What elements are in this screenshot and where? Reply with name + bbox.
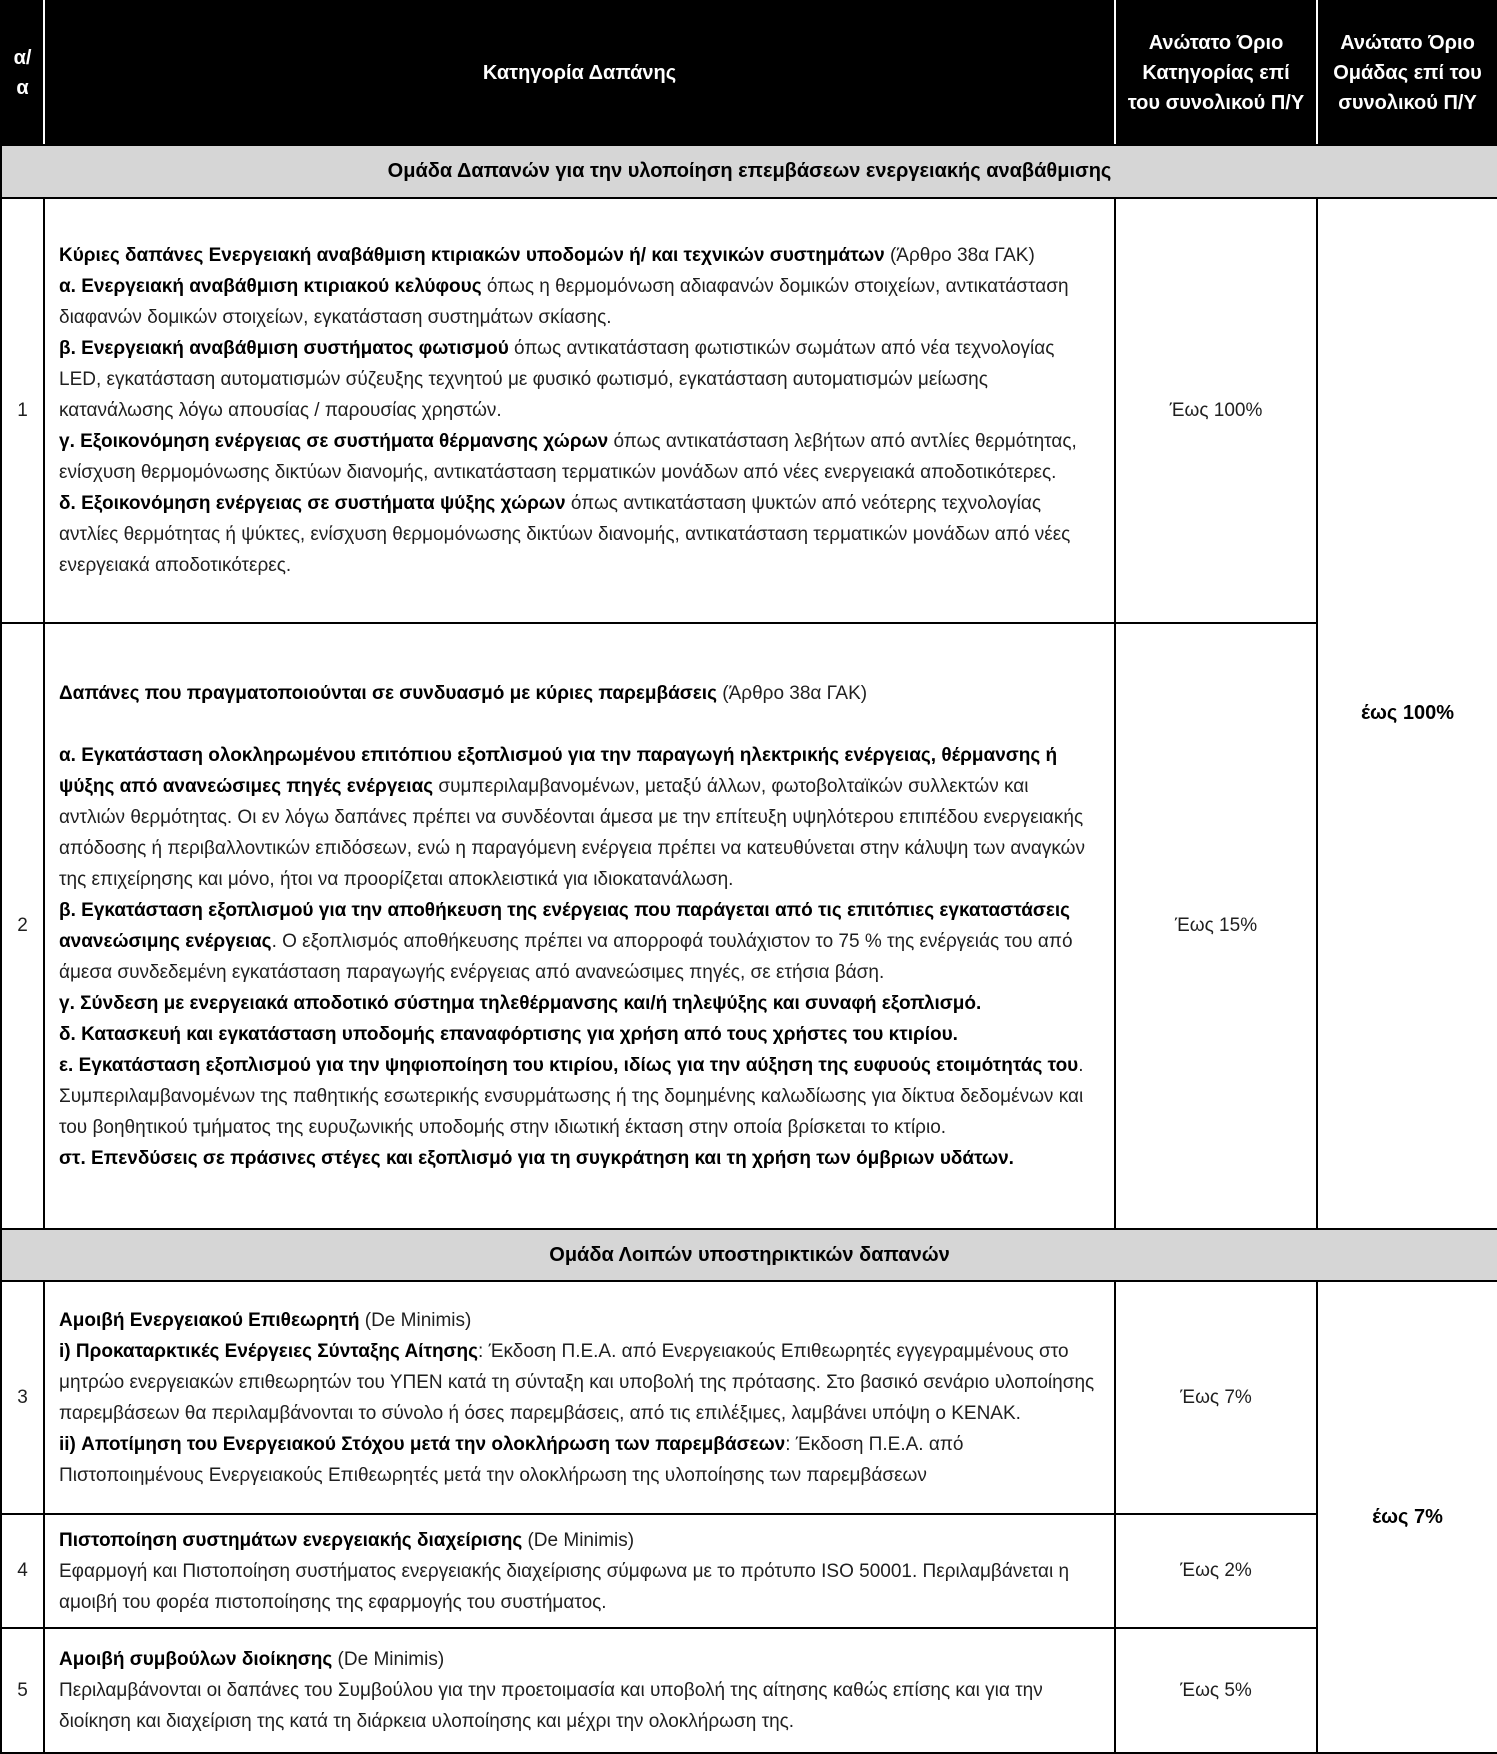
- table-header: [1, 1, 1497, 145]
- category-cell: [44, 1281, 1115, 1514]
- category-text: Περιλαμβάνονται οι δαπάνες του Συμβούλου για την προετοιμασία και υποβολή της αίτησης καθώς επίσης και για την διοίκηση και διαχείριση της κατά τη διάρκεια υλοποίησης και μέχρι την ολοκλήρωση της.: [59, 1680, 1043, 1732]
- category-paragraph: [59, 709, 1096, 740]
- category-text: (De Minimis): [522, 1529, 635, 1551]
- category-limit-cell: Έως 5%: [1115, 1628, 1317, 1753]
- table-row: [1, 1281, 1497, 1514]
- category-paragraph: [59, 1644, 1096, 1675]
- category-text-bold: δ. Κατασκευή και εγκατάσταση υποδομής επαναφόρτισης για χρήση από τους χρήστες του κτιρίου.: [59, 1024, 958, 1045]
- category-text: Εφαρμογή και Πιστοποίηση συστήματος ενεργειακής διαχείρισης σύμφωνα με το πρότυπο ISO 50001. Περιλαμβάνεται η αμοιβή του φορέα πιστοποίησης της εφαρμογής του συστήματος.: [59, 1560, 1070, 1613]
- category-text: όπως η θερμομόνωση αδιαφανών δομικών στοιχείων, αντικατάσταση διαφανών δομικών στοιχείων, εγκατάσταση συστημάτων σκίασης.: [59, 276, 1069, 328]
- category-paragraph: [59, 271, 1096, 333]
- category-limit-cell: Έως 7%: [1115, 1281, 1317, 1514]
- category-text-bold: στ. Επενδύσεις σε πράσινες στέγες και εξοπλισμό για τη συγκράτηση και τη χρήση των όμβριων υδάτων.: [59, 1148, 1014, 1169]
- category-text: : Έκδοση Π.Ε.Α. από Ενεργειακούς Επιθεωρητές εγγεγραμμένους στο μητρώο ενεργειακών επιθεωρητών του ΥΠΕΝ κατά τη σύνταξη και υποβολή της πρότασης. Στο βασικό σενάριο υλοποίησης παρεμβάσεων θα περιλαμβάνονται το σύνολο ή όσες παρεμβάσεις, από τις επιλέξιμες, λαμβάνει υπόψη ο ΚΕΝΑΚ.: [59, 1340, 1095, 1424]
- category-text-bold: Δαπάνες που πραγματοποιούνται σε συνδυασμό με κύριες παρεμβάσεις: [59, 683, 717, 704]
- category-text-bold: Πιστοποίηση συστημάτων ενεργειακής διαχείρισης: [59, 1529, 523, 1551]
- section-row-support-expenses: [1, 1229, 1497, 1281]
- row-number-cell: 3: [1, 1281, 44, 1514]
- row-number-cell: 4: [1, 1514, 44, 1628]
- category-text-bold: γ. Εξοικονόμηση ενέργειας σε συστήματα θέρμανσης χώρων: [59, 431, 609, 452]
- category-limit-cell: Έως 100%: [1115, 198, 1317, 623]
- table-row: [1, 198, 1497, 623]
- row-number-cell: 2: [1, 623, 44, 1229]
- category-paragraph: [59, 1305, 1096, 1336]
- category-paragraph: [59, 1675, 1096, 1737]
- category-text: (Άρθρο 38α ΓΑΚ): [884, 245, 1035, 266]
- col-header-category-limit: Ανώτατο Όριο Κατηγορίας επί του συνολικού Π/Υ: [1115, 1, 1317, 145]
- col-header-category: Κατηγορία Δαπάνης: [44, 1, 1115, 145]
- category-paragraph: [59, 333, 1096, 426]
- category-text-bold: β. Εγκατάσταση εξοπλισμού για την αποθήκευση της ενέργειας που παράγεται από τις επιτόπιες εγκαταστάσεις ανανεώσιμης ενέργειας: [59, 900, 1071, 952]
- col-header-index: α/α: [1, 1, 44, 145]
- category-paragraph: [59, 740, 1096, 895]
- category-paragraph: [59, 1525, 1096, 1556]
- category-text: : Έκδοση Π.Ε.Α. από Πιστοποιημένους Ενεργειακούς Επιθεωρητές μετά την ολοκλήρωση της υλοποίησης των παρεμβάσεων: [59, 1433, 964, 1486]
- category-paragraph: [59, 1143, 1096, 1174]
- category-text-bold: Αμοιβή συμβούλων διοίκησης: [59, 1649, 333, 1670]
- category-text-bold: Κύριες δαπάνες Ενεργειακή αναβάθμιση κτιριακών υποδομών ή/ και τεχνικών συστημάτων: [59, 245, 885, 266]
- category-paragraph: [59, 426, 1096, 488]
- category-text-bold: i) Προκαταρκτικές Ενέργειες Σύνταξης Αίτησης: [59, 1340, 479, 1362]
- category-paragraph: [59, 488, 1096, 581]
- category-text: . Συμπεριλαμβανομένων της παθητικής εσωτερικής ενσυρμάτωσης ή της δομημένης καλωδίωσης για δίκτυα δεδομένων και του βοηθητικού τμήματος της ευρυζωνικής υποδομής στην ιδιωτική έκταση στην οποία βρίσκεται το κτίριο.: [59, 1055, 1084, 1138]
- row-number-cell: 5: [1, 1628, 44, 1753]
- table-row: [1, 1628, 1497, 1753]
- category-paragraph: [59, 1556, 1096, 1618]
- category-paragraph: [59, 1050, 1096, 1143]
- row-number-cell: 1: [1, 198, 44, 623]
- group-limit-cell: έως 100%: [1317, 198, 1497, 1229]
- section-header-energy-upgrades: Ομάδα Δαπανών για την υλοποίηση επεμβάσεων ενεργειακής αναβάθμισης: [1, 145, 1497, 198]
- category-paragraph: [59, 988, 1096, 1019]
- category-limit-cell: Έως 15%: [1115, 623, 1317, 1229]
- category-text: (De Minimis): [332, 1649, 445, 1670]
- category-cell: [44, 623, 1115, 1229]
- header-row: [1, 1, 1497, 145]
- table-row: [1, 623, 1497, 1229]
- category-paragraph: [59, 1336, 1096, 1429]
- category-text: όπως αντικατάσταση λεβήτων από αντλίες θερμότητας, ενίσχυση θερμομόνωσης δικτύων διανομής, αντικατάσταση τερματικών μονάδων από νέες ενεργειακά αποδοτικότερες.: [59, 431, 1077, 483]
- category-text-bold: β. Ενεργειακή αναβάθμιση συστήματος φωτισμού: [59, 338, 509, 359]
- table-body: [1, 145, 1497, 1753]
- category-text-bold: δ. Εξοικονόμηση ενέργειας σε συστήματα ψύξης χώρων: [59, 493, 566, 514]
- group-limit-cell: έως 7%: [1317, 1281, 1497, 1753]
- category-paragraph: [59, 240, 1096, 271]
- category-text: όπως αντικατάσταση φωτιστικών σωμάτων από νέα τεχνολογίας LED, εγκατάσταση αυτοματισμών σύζευξης τεχνητού με φυσικό φωτισμό, εγκατάσταση αυτοματισμών μείωσης κατανάλωσης λόγω απουσίας / παρουσίας χρηστών.: [59, 338, 1055, 421]
- col-header-group-limit: Ανώτατο Όριο Ομάδας επί του συνολικού Π/Υ: [1317, 1, 1497, 145]
- category-text: (De Minimis): [359, 1309, 472, 1331]
- category-text-bold: γ. Σύνδεση με ενεργειακά αποδοτικό σύστημα τηλεθέρμανσης και/ή τηλεψύξης και συναφή εξοπλισμό.: [59, 993, 982, 1014]
- table-row: [1, 1514, 1497, 1628]
- section-header-support-expenses: Ομάδα Λοιπών υποστηρικτικών δαπανών: [1, 1229, 1497, 1281]
- category-paragraph: [59, 1019, 1096, 1050]
- category-text-bold: α. Εγκατάσταση ολοκληρωμένου επιτόπιου εξοπλισμού για την παραγωγή ηλεκτρικής ενέργειας, θέρμανσης ή ψύξης από ανανεώσιμες πηγές ενέργειας: [59, 745, 1058, 797]
- category-text: . Ο εξοπλισμός αποθήκευσης πρέπει να απορροφά τουλάχιστον το 75 % της ενέργειάς του από άμεσα συνδεδεμένη εγκατάσταση παραγωγής ενέργειας από ανανεώσιμες πηγές, σε ετήσια βάση.: [59, 931, 1073, 983]
- category-cell: [44, 1628, 1115, 1753]
- category-paragraph: [59, 678, 1096, 709]
- category-text-bold: Αμοιβή Ενεργειακού Επιθεωρητή: [59, 1309, 360, 1331]
- category-text-bold: ε. Εγκατάσταση εξοπλισμού για την ψηφιοποίηση του κτιρίου, ιδίως για την αύξηση της ευφυούς ετοιμότητάς του: [59, 1055, 1079, 1076]
- category-cell: [44, 198, 1115, 623]
- category-text: συμπεριλαμβανομένων, μεταξύ άλλων, φωτοβολταϊκών συλλεκτών και αντλιών θερμότητας. Οι εν λόγω δαπάνες πρέπει να συνδέονται άμεσα με την επίτευξη υψηλότερου επιπέδου ενεργειακής απόδοσης ή περιβαλλοντικών επιδόσεων, ενώ η παραγόμενη ενέργεια πρέπει να κατευθύνεται στην κάλυψη των αναγκών της επιχείρησης και μόνο, ήτοι να προορίζεται αποκλειστικά για ιδιοκατανάλωση.: [59, 776, 1085, 890]
- category-limit-cell: Έως 2%: [1115, 1514, 1317, 1628]
- category-text: (Άρθρο 38α ΓΑΚ): [716, 683, 868, 704]
- section-row-energy-upgrades: [1, 145, 1497, 198]
- category-text-bold: ii) Αποτίμηση του Ενεργειακού Στόχου μετά την ολοκλήρωση των παρεμβάσεων: [59, 1433, 786, 1455]
- category-paragraph: [59, 1429, 1096, 1491]
- category-text: όπως αντικατάσταση ψυκτών από νεότερης τεχνολογίας αντλίες θερμότητας ή ψύκτες, ενίσχυση θερμομόνωσης δικτύων διανομής, αντικατάσταση τερματικών μονάδων από νέες ενεργειακά αποδοτικότερες.: [59, 493, 1071, 576]
- category-paragraph: [59, 895, 1096, 988]
- category-cell: [44, 1514, 1115, 1628]
- category-text-bold: α. Ενεργειακή αναβάθμιση κτιριακού κελύφους: [59, 276, 482, 297]
